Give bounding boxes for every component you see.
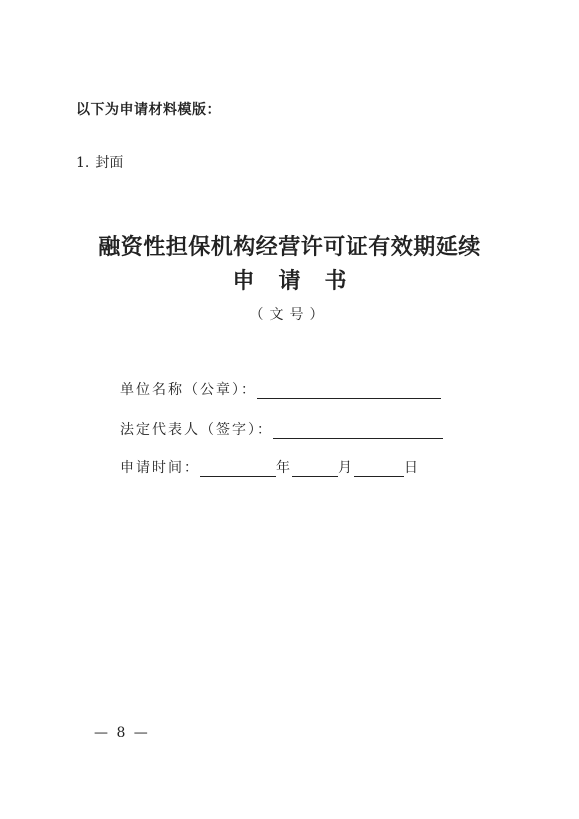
month-label: 月: [338, 460, 354, 476]
section-heading: [76, 152, 123, 172]
unit-name-row: [120, 379, 441, 399]
day-label: 日: [404, 460, 420, 476]
legal-rep-label: 法定代表人（签字）：: [120, 422, 273, 438]
legal-rep-field[interactable]: [273, 423, 443, 439]
unit-name-field[interactable]: [257, 383, 441, 399]
year-label: 年: [276, 460, 292, 476]
document-title: 融资性担保机构经营许可证有效期延续: [98, 234, 481, 260]
apply-time-row: [120, 457, 420, 477]
month-field[interactable]: [292, 461, 338, 477]
document-subtitle: 申请书: [232, 268, 371, 294]
intro-text: 以下为申请材料模版：: [76, 102, 221, 118]
section-number: 1.: [76, 155, 90, 171]
unit-name-label: 单位名称（公章）：: [120, 382, 257, 398]
document-number: （文号）: [249, 307, 330, 323]
page-number: — 8 —: [94, 725, 150, 741]
year-field[interactable]: [200, 461, 276, 477]
section-label: 封面: [95, 155, 124, 171]
day-field[interactable]: [354, 461, 404, 477]
apply-time-label: 申请时间：: [120, 460, 200, 476]
legal-rep-row: [120, 419, 443, 439]
